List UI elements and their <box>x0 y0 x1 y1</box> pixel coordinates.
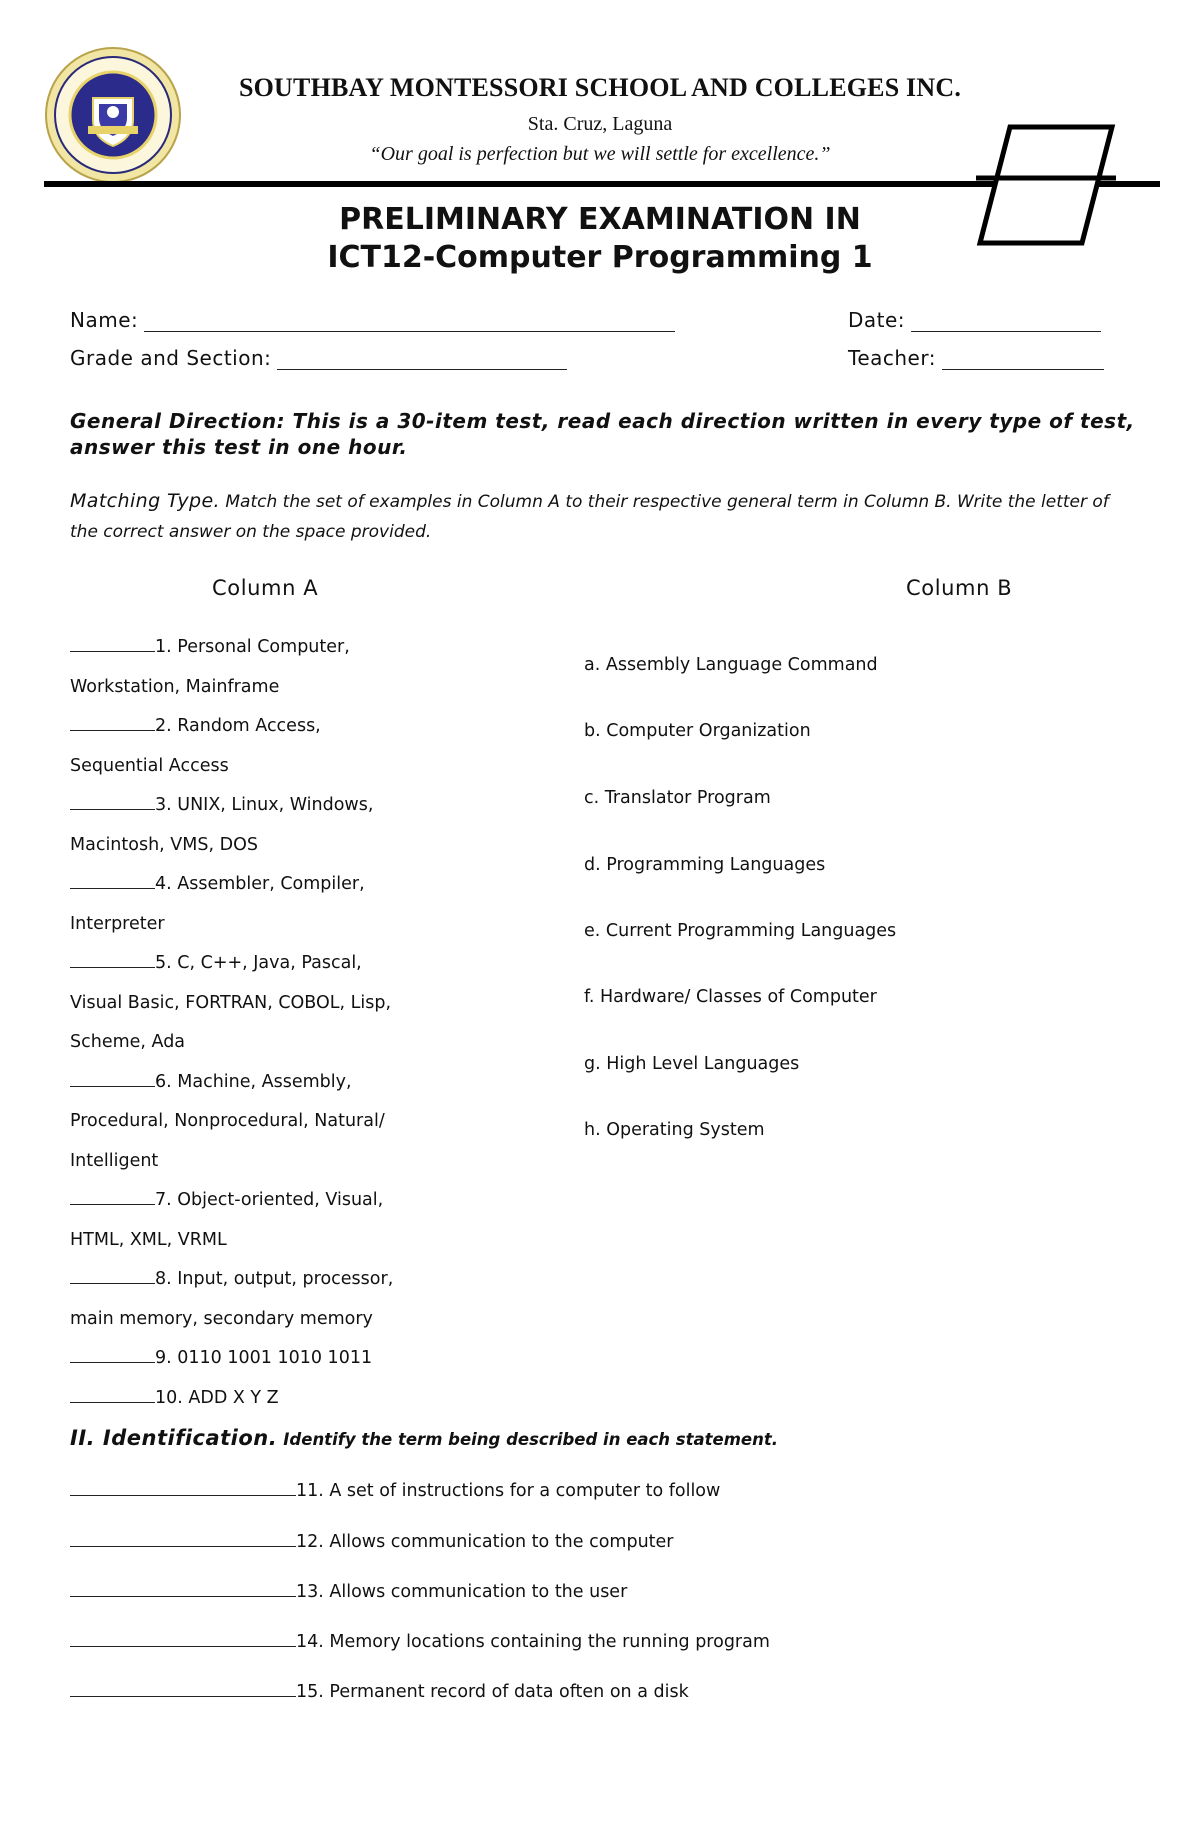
list-item-cont: main memory, secondary memory <box>70 1308 373 1329</box>
matching-instructions <box>70 486 1140 547</box>
list-item: 1. Personal Computer, <box>70 628 550 668</box>
list-item: 13. Allows communication to the user <box>70 1580 627 1602</box>
answer-blank[interactable] <box>70 1386 155 1403</box>
answer-blank[interactable] <box>70 1680 296 1697</box>
list-item: 6. Machine, Assembly, <box>70 1063 550 1103</box>
list-item: 7. Object-oriented, Visual, <box>70 1181 550 1221</box>
list-item-cont: Macintosh, VMS, DOS <box>70 834 258 855</box>
list-item-cont: Interpreter <box>70 913 165 934</box>
list-item-cont: Procedural, Nonprocedural, Natural/ <box>70 1111 385 1131</box>
matching-label: Matching Type. <box>70 490 220 512</box>
list-item: 11. A set of instructions for a computer to follow <box>70 1479 720 1501</box>
teacher-line[interactable] <box>942 349 1104 370</box>
answer-blank[interactable] <box>70 714 155 731</box>
answer-blank[interactable] <box>70 793 155 810</box>
answer-blank[interactable] <box>70 1070 155 1087</box>
answer-blank[interactable] <box>70 872 155 889</box>
column-a-title: Column A <box>212 576 319 600</box>
option-b: b. Computer Organization <box>584 721 811 741</box>
identification-header <box>70 1426 778 1450</box>
exam-title-line2: ICT12-Computer Programming 1 <box>327 240 873 275</box>
list-item: 5. C, C++, Java, Pascal, <box>70 944 550 984</box>
list-item-cont: HTML, XML, VRML <box>70 1229 227 1250</box>
list-item: 9. 0110 1001 1010 1011 <box>70 1339 550 1379</box>
list-item-cont: Workstation, Mainframe <box>70 676 280 697</box>
answer-blank[interactable] <box>70 1188 155 1205</box>
list-item-cont: Visual Basic, FORTRAN, COBOL, Lisp, <box>70 992 392 1013</box>
general-direction: General Direction: This is a 30-item test, read each direction written in every type of test, answer this test in one hour. <box>70 409 1135 459</box>
answer-blank[interactable] <box>70 1580 296 1597</box>
date-line[interactable] <box>911 311 1101 332</box>
matching-instruction-text: Match the set of examples in Column A to their respective general term in Column B. Write the letter of the correct answer on the space provided. <box>70 492 1109 542</box>
school-location: Sta. Cruz, Laguna <box>527 113 673 135</box>
name-line[interactable] <box>144 311 675 332</box>
option-f: f. Hardware/ Classes of Computer <box>584 987 877 1007</box>
option-a: a. Assembly Language Command <box>584 655 878 675</box>
list-item: 2. Random Access, <box>70 707 550 747</box>
answer-blank[interactable] <box>70 1530 296 1547</box>
column-b-title: Column B <box>906 576 1013 600</box>
list-item-cont: Scheme, Ada <box>70 1032 186 1052</box>
teacher-field <box>848 346 1104 370</box>
option-d: d. Programming Languages <box>584 855 826 875</box>
answer-blank[interactable] <box>70 1479 296 1496</box>
option-c: c. Translator Program <box>584 788 771 808</box>
teacher-label: Teacher: <box>848 346 936 370</box>
list-item: 14. Memory locations containing the running program <box>70 1630 770 1652</box>
answer-blank[interactable] <box>70 635 155 652</box>
school-name: SOUTHBAY MONTESSORI SCHOOL AND COLLEGES INC. <box>238 73 962 102</box>
date-label: Date: <box>848 308 906 332</box>
name-label: Name: <box>70 308 139 332</box>
list-item: 10. ADD X Y Z <box>70 1379 550 1419</box>
answer-blank[interactable] <box>70 1346 155 1363</box>
date-field <box>848 308 1101 332</box>
option-e: e. Current Programming Languages <box>584 921 897 941</box>
list-item-cont: Intelligent <box>70 1150 159 1171</box>
exam-title <box>0 201 1200 277</box>
list-item-cont: Sequential Access <box>70 755 229 776</box>
list-item: 15. Permanent record of data often on a disk <box>70 1680 689 1702</box>
grade-section-label: Grade and Section: <box>70 346 272 370</box>
list-item: 4. Assembler, Compiler, <box>70 865 550 905</box>
grade-section-line[interactable] <box>277 349 567 370</box>
option-h: h. Operating System <box>584 1120 765 1140</box>
answer-blank[interactable] <box>70 1630 296 1647</box>
list-item: 3. UNIX, Linux, Windows, <box>70 786 550 826</box>
grade-section-field <box>70 346 567 370</box>
name-field <box>70 308 675 332</box>
identification-title: II. Identification. <box>70 1426 278 1450</box>
list-item: 8. Input, output, processor, <box>70 1260 550 1300</box>
answer-blank[interactable] <box>70 951 155 968</box>
identification-instruction: Identify the term being described in each statement. <box>283 1430 778 1449</box>
option-g: g. High Level Languages <box>584 1054 800 1074</box>
answer-blank[interactable] <box>70 1267 155 1284</box>
school-motto: “Our goal is perfection but we will settle for excellence.” <box>369 143 831 165</box>
column-a-list <box>70 628 550 1418</box>
list-item: 12. Allows communication to the computer <box>70 1530 674 1552</box>
exam-title-line1: PRELIMINARY EXAMINATION IN <box>339 202 861 237</box>
